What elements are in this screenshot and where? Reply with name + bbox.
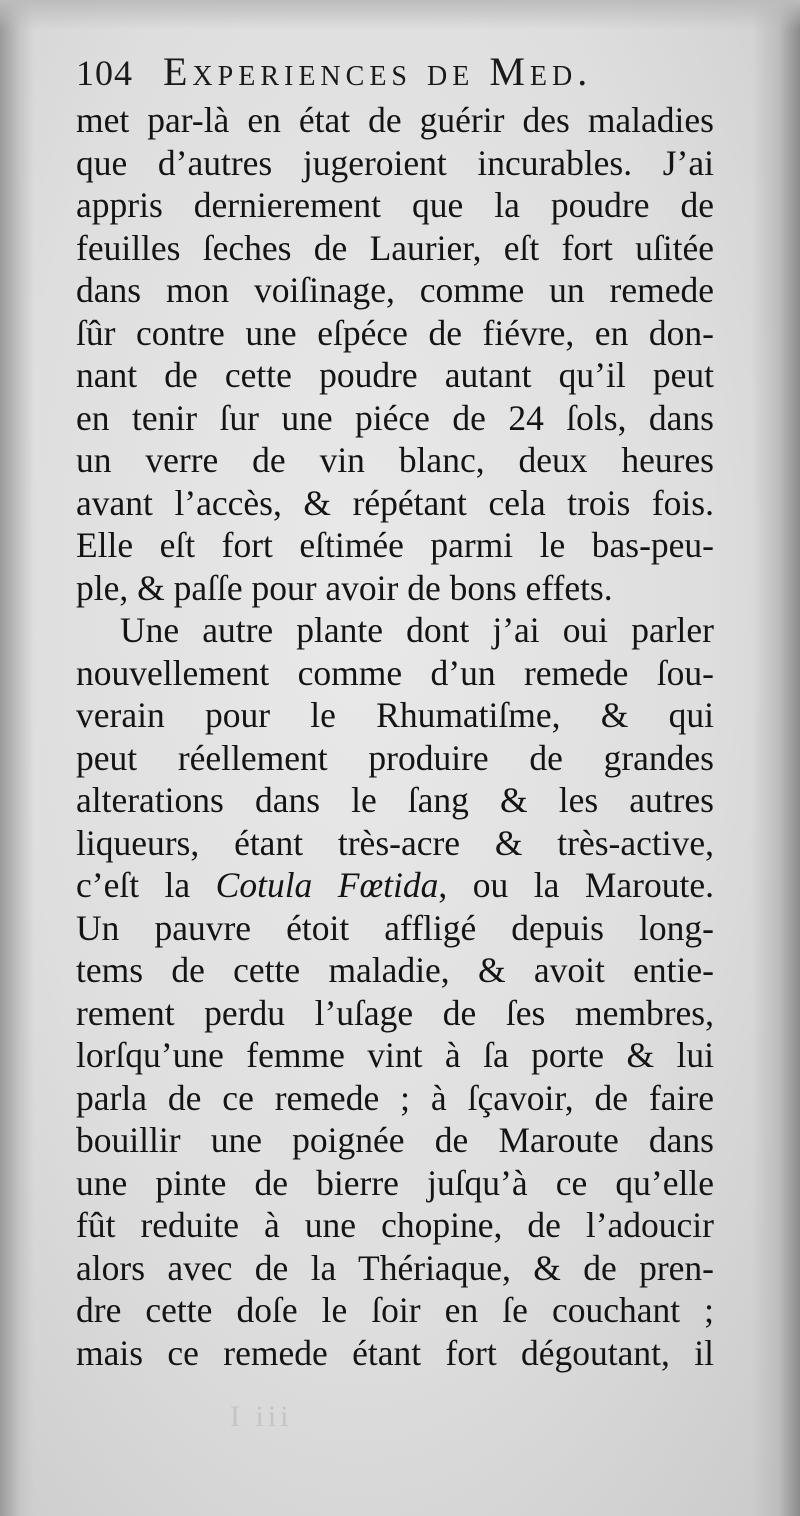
- text-line: peut réellement produire de grandes: [76, 737, 714, 778]
- text-line: avant l’accès, & répétant cela trois fois.: [76, 482, 714, 523]
- text-line: nouvellement comme d’un remede ſou-: [76, 652, 714, 693]
- text-line: que d’autres jugeroient incurables. J’ai: [76, 142, 714, 183]
- text-line: bouillir une poignée de Maroute dans: [76, 1120, 714, 1160]
- text-line: alterations dans le ſang & les autres: [76, 780, 714, 820]
- italic-plant-name: Cotula Fœtida: [215, 865, 439, 905]
- text-line: appris dernierement que la poudre de: [76, 185, 714, 225]
- page-left-shadow: [0, 0, 34, 1516]
- text-line: ſûr contre une eſpéce de fiévre, en don-: [76, 312, 714, 353]
- page-number: 104: [76, 53, 133, 93]
- text-line: alors avec de la Thériaque, & de pren-: [76, 1247, 714, 1288]
- text-line: rement perdu l’uſage de ſes membres,: [76, 992, 714, 1033]
- text-line: tems de cette maladie, & avoit entie-: [76, 950, 714, 990]
- text-line: Un pauvre étoit affligé depuis long-: [76, 907, 714, 948]
- signature-mark: I iii: [230, 1400, 293, 1433]
- page-right-shadow: [752, 0, 800, 1516]
- text-line: c’eſt la Cotula Fœtida, ou la Maroute.: [76, 865, 714, 905]
- running-head: [76, 48, 726, 96]
- text-line: liqueurs, étant très-acre & très-active,: [76, 822, 714, 863]
- text-line: dans mon voiſinage, comme un remede: [76, 270, 714, 310]
- text-line: lorſqu’une femme vint à ſa porte & lui: [76, 1035, 714, 1075]
- text-line: verain pour le Rhumatiſme, & qui: [76, 695, 714, 735]
- text-line: en tenir ſur une piéce de 24 ſols, dans: [76, 397, 714, 438]
- body-text: [76, 99, 714, 1374]
- text-line: dre cette doſe le ſoir en ſe couchant ;: [76, 1290, 714, 1330]
- text-line: feuilles ſeches de Laurier, eſt fort uſitée: [76, 227, 714, 268]
- paragraph-start-line: Une autre plante dont j’ai oui parler: [120, 610, 714, 650]
- text-line: nant de cette poudre autant qu’il peut: [76, 355, 714, 395]
- running-title: Experiences de Med.: [163, 49, 593, 94]
- text-line: ple, & paſſe pour avoir de bons effets.: [76, 567, 613, 608]
- text-line: un verre de vin blanc, deux heures: [76, 440, 714, 480]
- text-line: parla de ce remede ; à ſçavoir, de faire: [76, 1077, 714, 1118]
- text-line: Elle eſt fort eſtimée parmi le bas-peu-: [76, 525, 714, 565]
- text-line: une pinte de bierre juſqu’à ce qu’elle: [76, 1162, 714, 1203]
- text-line: met par-là en état de guérir des maladies: [76, 100, 714, 140]
- text-line: fût reduite à une chopine, de l’adoucir: [76, 1205, 714, 1245]
- text-line: mais ce remede étant fort dégoutant, il: [76, 1332, 714, 1373]
- page-top-shadow: [0, 0, 800, 30]
